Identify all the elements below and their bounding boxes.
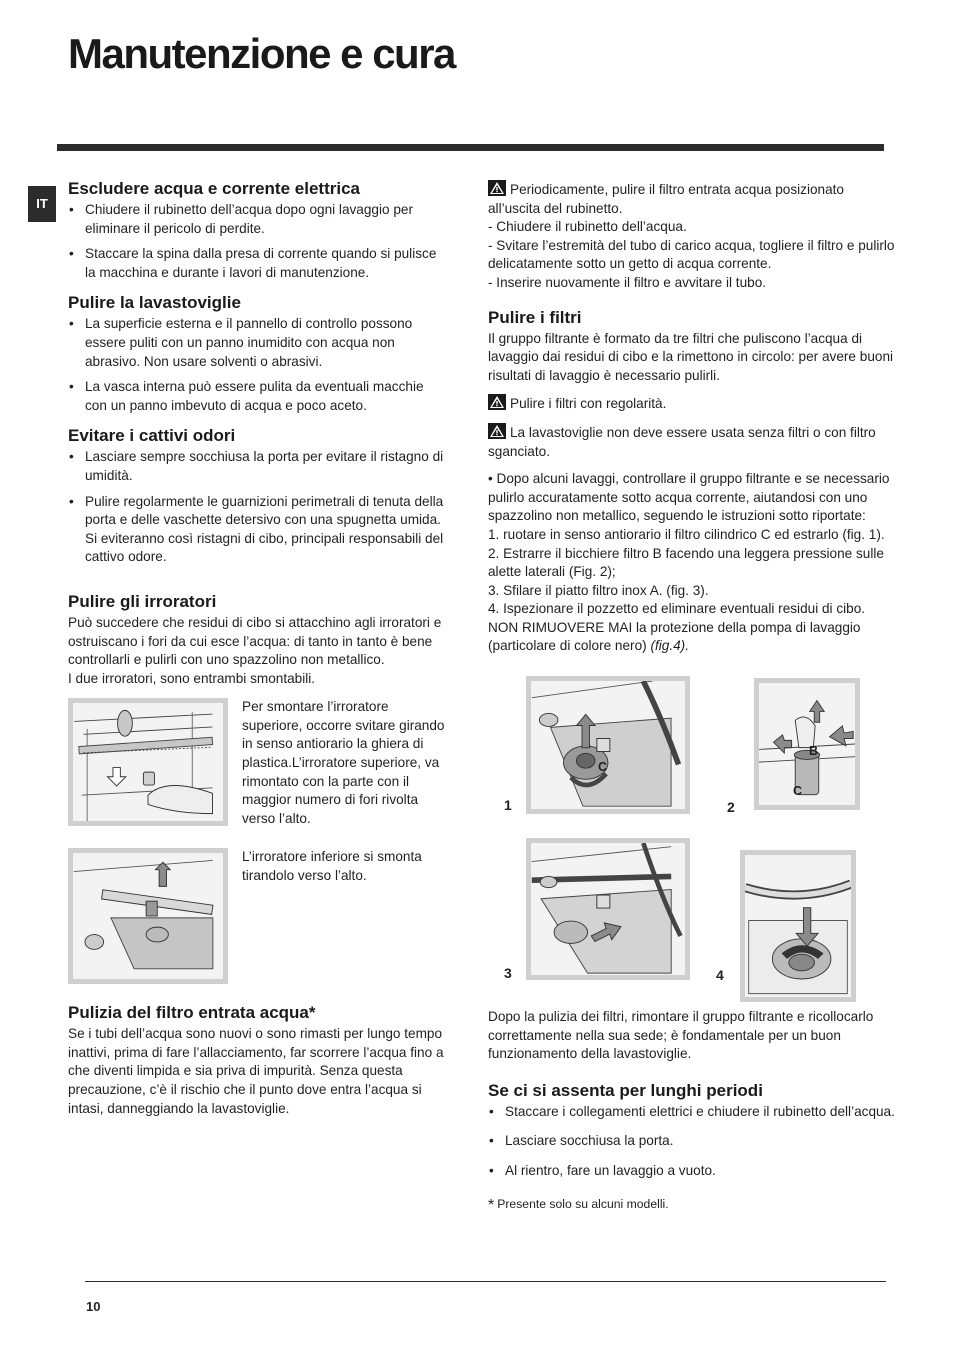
figure-label: C [598, 760, 608, 775]
section-odours [68, 425, 446, 567]
page-number: 10 [86, 1299, 101, 1314]
list-item: • La vasca interna può essere pulita da eventuali macchie con un panno imbevuto di acqua e poco aceto. [68, 378, 446, 415]
warning-icon [488, 394, 506, 410]
section-away [488, 1080, 898, 1215]
upper-spray-arm-block [68, 698, 446, 832]
figure-reference: (fig.4). [650, 638, 689, 654]
section-inlet-filter [68, 1002, 446, 1118]
paragraph: Dopo la pulizia dei filtri, rimontare il gruppo filtrante e ricollocarlo correttamente nella sua sede; è fondamentale per un buon funzionamento della lavastoviglie. [488, 1009, 874, 1062]
section-filters [488, 307, 898, 1064]
step-text: • Dopo alcuni lavaggi, controllare il gruppo filtrante e se necessario pulirlo accuratamente sotto acqua corrente, aiutandosi con uno spazzolino non metallico, seguendo le istruzioni sotto riportate: [488, 471, 890, 524]
figure-number: 2 [727, 799, 735, 816]
list-item: • Pulire regolarmente le guarnizioni perimetrali di tenuta della porta e delle vaschette detersivo con una spugnetta umida. Si eviteranno così ristagni di cibo, principali responsabili del cattivo odore. [68, 493, 446, 567]
step-text: 4. Ispezionare il pozzetto ed eliminare eventuali residui di cibo. NON RIMUOVERE MAI la protezione della pompa di lavaggio (particolare di colore nero) [488, 601, 866, 654]
figure-label: C [793, 784, 803, 799]
section-heading: Pulire i filtri [488, 307, 582, 327]
footnote: Presente solo su alcuni modelli. [497, 1196, 669, 1211]
paragraph: Se i tubi dell’acqua sono nuovi o sono rimasti per lungo tempo inattivi, prima di fare l’allacciamento, far scorrere l’acqua fino a che diventi limpida e sia priva di impurità. Senza questa precauzione, c’è il rischio che il punto dove entra l’acqua si intasi, danneggiando la lavastoviglie. [68, 1026, 444, 1116]
section-heading: Escludere acqua e corrente elettrica [68, 179, 360, 198]
step-text: 2. Estrarre il bicchiere filtro B facendo una leggera pressione sulle alette laterali (Fig. 2); [488, 545, 884, 580]
list-item: • Lasciare sempre socchiusa la porta per evitare il ristagno di umidità. [68, 448, 446, 485]
paragraph: Il gruppo filtrante è formato da tre filtri che puliscono l’acqua di lavaggio dai residui di cibo e la rimettono in circolo: per avere buoni risultati di lavaggio è necessario pulirli. [488, 330, 894, 383]
language-tab: IT [28, 186, 56, 222]
lower-spray-arm-illustration [68, 848, 228, 984]
list-item: • Lasciare socchiusa la porta. [488, 1132, 898, 1151]
figure-number: 3 [504, 965, 512, 982]
paragraph: I due irroratori, sono entrambi smontabili. [68, 670, 316, 686]
figure-3-illustration [526, 838, 690, 980]
section-heading: Evitare i cattivi odori [68, 426, 236, 446]
warning-text: La lavastoviglie non deve essere usata senza filtri o con filtro sganciato. [488, 424, 876, 459]
intro-line: - Chiudere il rubinetto dell’acqua. [488, 219, 687, 235]
section-heading: Pulire la lavastoviglie [68, 293, 241, 313]
filter-figures [488, 670, 888, 988]
header-rule [57, 144, 884, 151]
lower-spray-arm-block [68, 848, 446, 990]
page-title: Manutenzione e cura [68, 30, 455, 77]
intro-line: - Svitare l’estremità del tubo di carico acqua, togliere il filtro e pulirlo delicatamente sotto un getto di acqua corrente. [488, 237, 895, 272]
figure-label: B [809, 744, 819, 759]
figure-1-illustration [526, 676, 690, 814]
figure-2-illustration [754, 678, 860, 810]
footnote-mark: * [488, 1196, 495, 1214]
list-item: • Staccare i collegamenti elettrici e chiudere il rubinetto dell’acqua. [488, 1103, 898, 1122]
warning-icon [488, 423, 506, 439]
lower-spray-arm-text: L’irroratore inferiore si smonta tirandolo verso l’alto. [242, 849, 422, 883]
section-heading: Pulizia del filtro entrata acqua* [68, 1003, 316, 1023]
paragraph: Può succedere che residui di cibo si attacchino agli irroratori e ostruiscano i fori da cui esce l’acqua: di tanto in tanto è bene controllarli e pulirli con uno spazzolino non metallico. [68, 614, 442, 668]
list-item: • Chiudere il rubinetto dell’acqua dopo ogni lavaggio per eliminare il pericolo di perdite. [68, 201, 446, 238]
figure-number: 4 [716, 967, 724, 984]
list-item: • Staccare la spina dalla presa di corrente quando si pulisce la macchina e durante i lavori di manutenzione. [68, 245, 446, 282]
section-disconnect [68, 178, 446, 282]
section-heading: Pulire gli irroratori [68, 591, 217, 611]
inlet-filter-instructions [488, 180, 898, 293]
warning-text: Pulire i filtri con regolarità. [510, 396, 667, 412]
step-text: 1. ruotare in senso antiorario il filtro cilindrico C ed estrarlo (fig. 1). [488, 526, 885, 542]
right-column [488, 180, 898, 1215]
figure-4-illustration [740, 850, 856, 1002]
section-spray-arms [68, 591, 446, 990]
intro-line: - Inserire nuovamente il filtro e avvitare il tubo. [488, 274, 767, 290]
figure-number: 1 [504, 797, 512, 814]
step-text: 3. Sfilare il piatto filtro inox A. (fig. 3). [488, 582, 709, 598]
warning-icon [488, 180, 506, 196]
list-item: • La superficie esterna e il pannello di controllo possono essere puliti con un panno inumidito con acqua non abrasivo. Non usare solventi o abrasivi. [68, 315, 446, 371]
intro-line: Periodicamente, pulire il filtro entrata acqua posizionato all’uscita del rubinetto. [488, 182, 844, 216]
section-clean-dishwasher [68, 292, 446, 415]
upper-spray-arm-illustration [68, 698, 228, 826]
section-heading: Se ci si assenta per lunghi periodi [488, 1080, 763, 1100]
list-item: • Al rientro, fare un lavaggio a vuoto. [488, 1162, 898, 1181]
left-column [68, 178, 446, 1128]
upper-spray-arm-text: Per smontare l’irroratore superiore, occorre svitare girando in senso antiorario la ghiera di plastica.L’irroratore superiore, va rimontato con la parte con il maggior numero di fori rivolta verso l’alto. [242, 699, 445, 826]
footer-rule [85, 1281, 886, 1282]
